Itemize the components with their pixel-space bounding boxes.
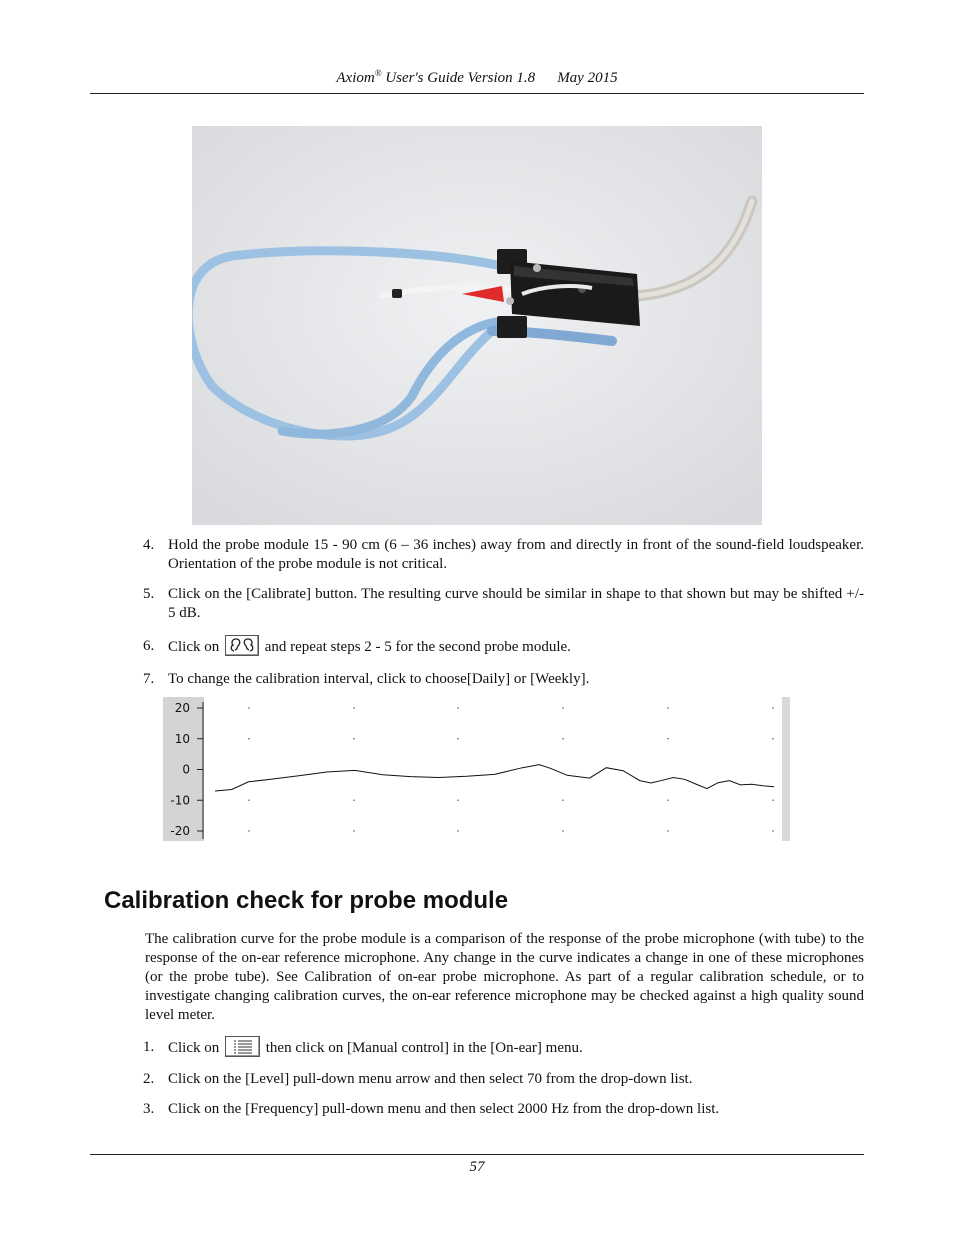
y-tick-label: 20 bbox=[174, 701, 190, 715]
page-header bbox=[90, 68, 864, 87]
grid-dot bbox=[667, 738, 668, 739]
grid-dot bbox=[772, 830, 773, 831]
section-title: Calibration check for probe module bbox=[104, 887, 509, 914]
calibration-curve-line bbox=[215, 765, 774, 791]
grid-dot bbox=[457, 830, 458, 831]
grid-dot bbox=[562, 830, 563, 831]
y-tick-label: 0 bbox=[182, 762, 190, 777]
grid-dot bbox=[667, 800, 668, 801]
header-brand: Axiom bbox=[336, 70, 375, 86]
left-right-ear-icon[interactable] bbox=[225, 635, 259, 656]
grid-dot bbox=[248, 707, 249, 708]
list-item: 7. To change the calibration interval, click to choose[Daily] or [Weekly]. bbox=[143, 671, 590, 687]
list-item: 1. Click on then click on [Manual control] in the [On-ear] menu. bbox=[143, 1038, 864, 1059]
list-item: 4. Hold the probe module 15 - 90 cm (6 – 36 inches) away from and directly in front of the sound-field loudspeaker. Orientation of the probe module is not critical. bbox=[143, 537, 864, 572]
grid-dot bbox=[667, 707, 668, 708]
y-tick-label: -10 bbox=[170, 793, 190, 808]
grid-dot bbox=[248, 830, 249, 831]
page-number: 57 bbox=[469, 1159, 485, 1175]
list-item: 3. Click on the [Frequency] pull-down menu and then select 2000 Hz from the drop-down list. bbox=[143, 1101, 720, 1117]
y-tick-label: 10 bbox=[174, 731, 190, 746]
grid-dot bbox=[562, 738, 563, 739]
footer-rule bbox=[90, 1154, 864, 1155]
grid-dot bbox=[457, 800, 458, 801]
list-item: 2. Click on the [Level] pull-down menu arrow and then select 70 from the drop-down list. bbox=[143, 1071, 693, 1087]
steps-list-b bbox=[143, 1038, 864, 1130]
section-paragraph: The calibration curve for the probe module is a comparison of the response of the probe microphone (with tube) to the response of the on-ear reference microphone. Any change in the curve indicates a change in one of these microphones (or the probe tube). See Calibration of on-ear probe microphone. As part of a regular calibration schedule, or to investigate changing calibration curves, the on-ear reference microphone may be checked against a high quality sound level meter. bbox=[145, 931, 864, 1023]
grid-dot bbox=[562, 800, 563, 801]
grid-dot bbox=[772, 800, 773, 801]
steps-list-a bbox=[143, 536, 864, 700]
header-reg: ® bbox=[374, 68, 382, 78]
header-title: User's Guide Version 1.8 bbox=[385, 70, 536, 86]
grid-dot bbox=[353, 738, 354, 739]
list-item: 6. Click on and repeat steps 2 - 5 for the second probe module. bbox=[143, 637, 864, 658]
probe-module-photo bbox=[192, 126, 762, 525]
grid-dot bbox=[457, 707, 458, 708]
grid-dot bbox=[248, 738, 249, 739]
list-item: 5. Click on the [Calibrate] button. The resulting curve should be similar in shape to that shown but may be shifted +/- 5 dB. bbox=[143, 586, 864, 621]
grid-dot bbox=[772, 707, 773, 708]
grid-dot bbox=[457, 738, 458, 739]
grid-dot bbox=[667, 830, 668, 831]
grid-dot bbox=[562, 707, 563, 708]
grid-dot bbox=[353, 800, 354, 801]
list-menu-icon[interactable] bbox=[225, 1036, 260, 1057]
grid-dot bbox=[772, 738, 773, 739]
header-rule bbox=[90, 93, 864, 94]
grid-dot bbox=[353, 830, 354, 831]
grid-dot bbox=[353, 707, 354, 708]
grid-dot bbox=[248, 800, 249, 801]
header-date: May 2015 bbox=[557, 70, 618, 86]
calibration-curve-chart bbox=[163, 697, 790, 841]
y-tick-label: -20 bbox=[170, 824, 190, 838]
